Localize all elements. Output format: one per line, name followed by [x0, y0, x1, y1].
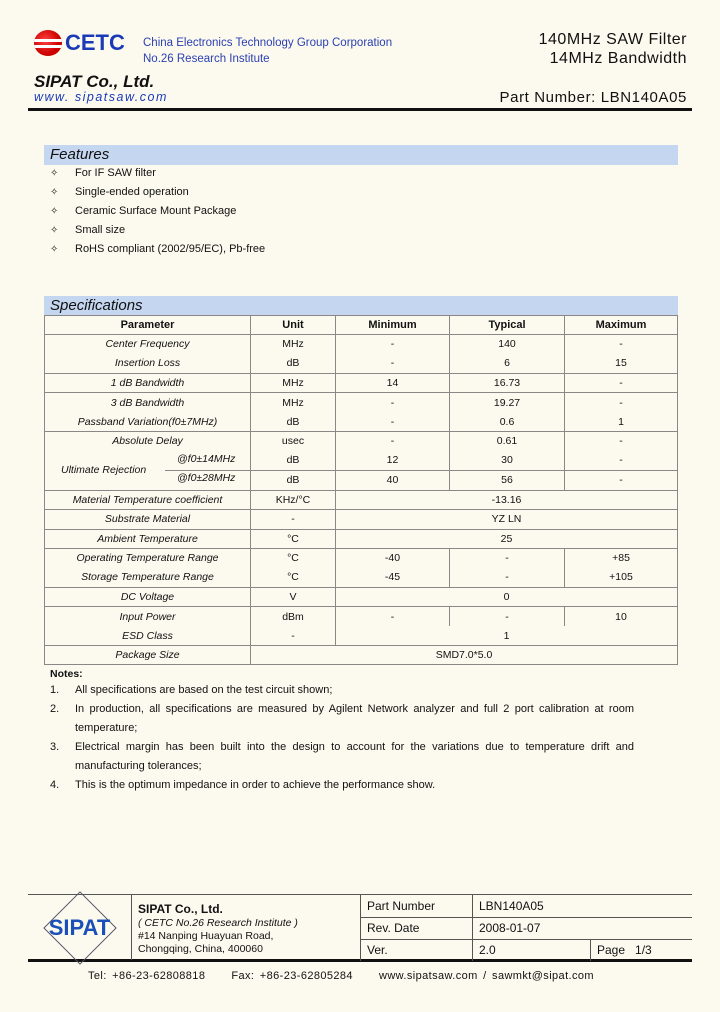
list-item — [50, 202, 265, 221]
cell: °C — [251, 529, 336, 548]
rejection-label: Ultimate Rejection — [61, 463, 147, 476]
note-item — [50, 681, 634, 700]
product-title — [539, 30, 687, 68]
cell: Absolute Delay — [45, 431, 251, 450]
note-item — [50, 700, 634, 738]
table-row — [45, 490, 678, 509]
cell: - — [450, 607, 565, 626]
table-row — [45, 549, 678, 568]
footer-institute: ( CETC No.26 Research Institute ) — [138, 917, 298, 929]
table-row — [45, 354, 678, 373]
features-list — [50, 164, 265, 259]
table-row — [45, 626, 678, 645]
list-item — [50, 221, 265, 240]
cell: Ambient Temperature — [45, 529, 251, 548]
corp-line-1: China Electronics Technology Group Corporation — [143, 37, 393, 49]
cell: dB — [251, 471, 336, 491]
cetc-logo — [34, 30, 125, 56]
cell: MHz — [251, 393, 336, 412]
cell: - — [565, 335, 678, 354]
feature-text: Ceramic Surface Mount Package — [75, 205, 237, 217]
notes-title: Notes: — [50, 668, 83, 680]
rejection-sub-label: @f0±28MHz — [177, 471, 236, 484]
cell: dBm — [251, 607, 336, 626]
cell: YZ LN — [336, 510, 678, 529]
note-text: This is the optimum impedance in order to achieve the performance show. — [75, 779, 436, 791]
col-minimum: Minimum — [336, 316, 450, 335]
table-row — [45, 587, 678, 606]
table-row — [45, 431, 678, 450]
cell: - — [336, 393, 450, 412]
version-label: Ver. — [360, 939, 472, 961]
diamond-bullet-icon: ✧ — [50, 187, 59, 198]
col-unit: Unit — [251, 316, 336, 335]
cell: 25 — [336, 529, 678, 548]
cell: - — [251, 626, 336, 645]
cell: KHz/°C — [251, 490, 336, 509]
cell: 30 — [450, 451, 565, 471]
website-link[interactable]: www. sipatsaw.com — [34, 90, 168, 104]
cell: 3 dB Bandwidth — [45, 393, 251, 412]
corp-line-2: No.26 Research Institute — [143, 53, 270, 65]
specifications-heading: Specifications — [44, 296, 678, 316]
notes — [50, 667, 634, 795]
cell: +85 — [565, 549, 678, 568]
rejection-sub-label: @f0±14MHz — [177, 452, 236, 465]
cell: MHz — [251, 373, 336, 392]
telephone: Tel: +86-23-62808818 — [88, 970, 206, 982]
cell: - — [336, 354, 450, 373]
footer-address — [138, 903, 298, 956]
rev-date-value: 2008-01-07 — [472, 917, 692, 939]
cell: - — [565, 373, 678, 392]
cell: 140 — [450, 335, 565, 354]
fax: Fax: +86-23-62805284 — [231, 970, 353, 982]
cell: 0 — [336, 587, 678, 606]
note-number: 2. — [50, 703, 60, 715]
list-item — [50, 240, 265, 259]
header-divider — [28, 108, 692, 111]
cell: - — [251, 510, 336, 529]
rev-date-label: Rev. Date — [360, 917, 472, 939]
sipat-logo-text: SIPAT — [48, 914, 111, 940]
cell: Insertion Loss — [45, 354, 251, 373]
cell: 1 — [565, 412, 678, 431]
note-number: 3. — [50, 741, 60, 753]
cell: 6 — [450, 354, 565, 373]
note-item — [50, 738, 634, 776]
cell: 15 — [565, 354, 678, 373]
footer — [28, 894, 692, 962]
cell: - — [565, 451, 678, 471]
note-item — [50, 776, 634, 795]
sipat-logo — [28, 895, 132, 960]
cell: - — [450, 568, 565, 587]
document-info-grid — [360, 895, 692, 960]
specifications-table — [44, 315, 678, 665]
diamond-bullet-icon: ✧ — [50, 206, 59, 217]
list-item — [50, 164, 265, 183]
cell: - — [565, 431, 678, 450]
cell: - — [450, 549, 565, 568]
cell: dB — [251, 354, 336, 373]
contact-line — [88, 970, 620, 982]
cell: SMD7.0*5.0 — [251, 645, 678, 664]
corporation-name — [143, 35, 392, 67]
col-maximum: Maximum — [565, 316, 678, 335]
product-title-1: 140MHz SAW Filter — [538, 31, 687, 48]
cell: - — [336, 335, 450, 354]
cell: - — [565, 471, 678, 491]
cell: 56 — [450, 471, 565, 491]
note-text: All specifications are based on the test circuit shown; — [75, 684, 333, 696]
diamond-bullet-icon: ✧ — [50, 225, 59, 236]
cell: Substrate Material — [45, 510, 251, 529]
note-text: Electrical margin has been built into the design to account for the variations due to temperature drift and manufacturing tolerances; — [75, 741, 634, 772]
cell: 1 — [336, 626, 678, 645]
col-typical: Typical — [450, 316, 565, 335]
col-parameter: Parameter — [45, 316, 251, 335]
cell: Material Temperature coefficient — [45, 490, 251, 509]
cell: - — [336, 431, 450, 450]
table-row — [45, 335, 678, 354]
part-number: Part Number: LBN140A05 — [499, 89, 687, 106]
cell: 10 — [565, 607, 678, 626]
cell: -13.16 — [336, 490, 678, 509]
cell: -40 — [336, 549, 450, 568]
version-value: 2.0 — [472, 939, 590, 961]
cell: 16.73 — [450, 373, 565, 392]
feature-text: For IF SAW filter — [75, 167, 156, 179]
cell: ESD Class — [45, 626, 251, 645]
table-row — [45, 529, 678, 548]
cell: 0.61 — [450, 431, 565, 450]
part-number-value: LBN140A05 — [472, 895, 692, 917]
cell: 0.6 — [450, 412, 565, 431]
table-row — [45, 393, 678, 412]
table-row — [45, 645, 678, 664]
part-number-label: Part Number — [360, 895, 472, 917]
features-heading: Features — [44, 145, 678, 165]
table-header — [45, 316, 678, 335]
cell: +105 — [565, 568, 678, 587]
footer-company: SIPAT Co., Ltd. — [138, 902, 223, 916]
cell: 14 — [336, 373, 450, 392]
ultimate-rejection-cell — [45, 451, 251, 491]
page-indicator — [590, 939, 692, 961]
note-number: 4. — [50, 779, 60, 791]
cell: Input Power — [45, 607, 251, 626]
cell: - — [565, 393, 678, 412]
page-label: Page — [597, 943, 626, 957]
cell: 12 — [336, 451, 450, 471]
cetc-logo-icon — [34, 30, 62, 56]
list-item — [50, 183, 265, 202]
cell: DC Voltage — [45, 587, 251, 606]
footer-address-2: Chongqing, China, 400060 — [138, 943, 263, 955]
cell: dB — [251, 412, 336, 431]
cell: 19.27 — [450, 393, 565, 412]
page-value: 1/3 — [635, 943, 652, 957]
cell: Passband Variation(f0±7MHz) — [45, 412, 251, 431]
cell: V — [251, 587, 336, 606]
cell: 40 — [336, 471, 450, 491]
cell: °C — [251, 568, 336, 587]
web-email-link[interactable]: www.sipatsaw.com / sawmkt@sipat.com — [378, 970, 594, 982]
table-row — [45, 568, 678, 587]
feature-text: Small size — [75, 224, 126, 236]
table-row — [45, 607, 678, 626]
cell: MHz — [251, 335, 336, 354]
table-row — [45, 510, 678, 529]
feature-text: RoHS compliant (2002/95/EC), Pb-free — [75, 243, 266, 255]
cell: Storage Temperature Range — [45, 568, 251, 587]
cell: 1 dB Bandwidth — [45, 373, 251, 392]
cell: Package Size — [45, 645, 251, 664]
cell: usec — [251, 431, 336, 450]
cell: - — [336, 607, 450, 626]
cell: Operating Temperature Range — [45, 549, 251, 568]
note-number: 1. — [50, 684, 60, 696]
cell: °C — [251, 549, 336, 568]
footer-address-1: #14 Nanping Huayuan Road, — [138, 930, 274, 942]
cell: dB — [251, 451, 336, 471]
feature-text: Single-ended operation — [75, 186, 189, 198]
diamond-bullet-icon: ✧ — [50, 168, 59, 179]
table-row — [45, 373, 678, 392]
company-name: SIPAT Co., Ltd. — [34, 72, 155, 91]
cetc-logo-text: CETC — [65, 30, 125, 55]
diamond-bullet-icon: ✧ — [50, 244, 59, 255]
table-row — [45, 412, 678, 431]
cell: -45 — [336, 568, 450, 587]
note-text: In production, all specifications are measured by Agilent Network analyzer and full 2 port calibration at room temperature; — [75, 703, 634, 734]
table-row — [45, 451, 678, 471]
cell: Center Frequency — [45, 335, 251, 354]
product-title-2: 14MHz Bandwidth — [549, 50, 687, 67]
cell: - — [336, 412, 450, 431]
